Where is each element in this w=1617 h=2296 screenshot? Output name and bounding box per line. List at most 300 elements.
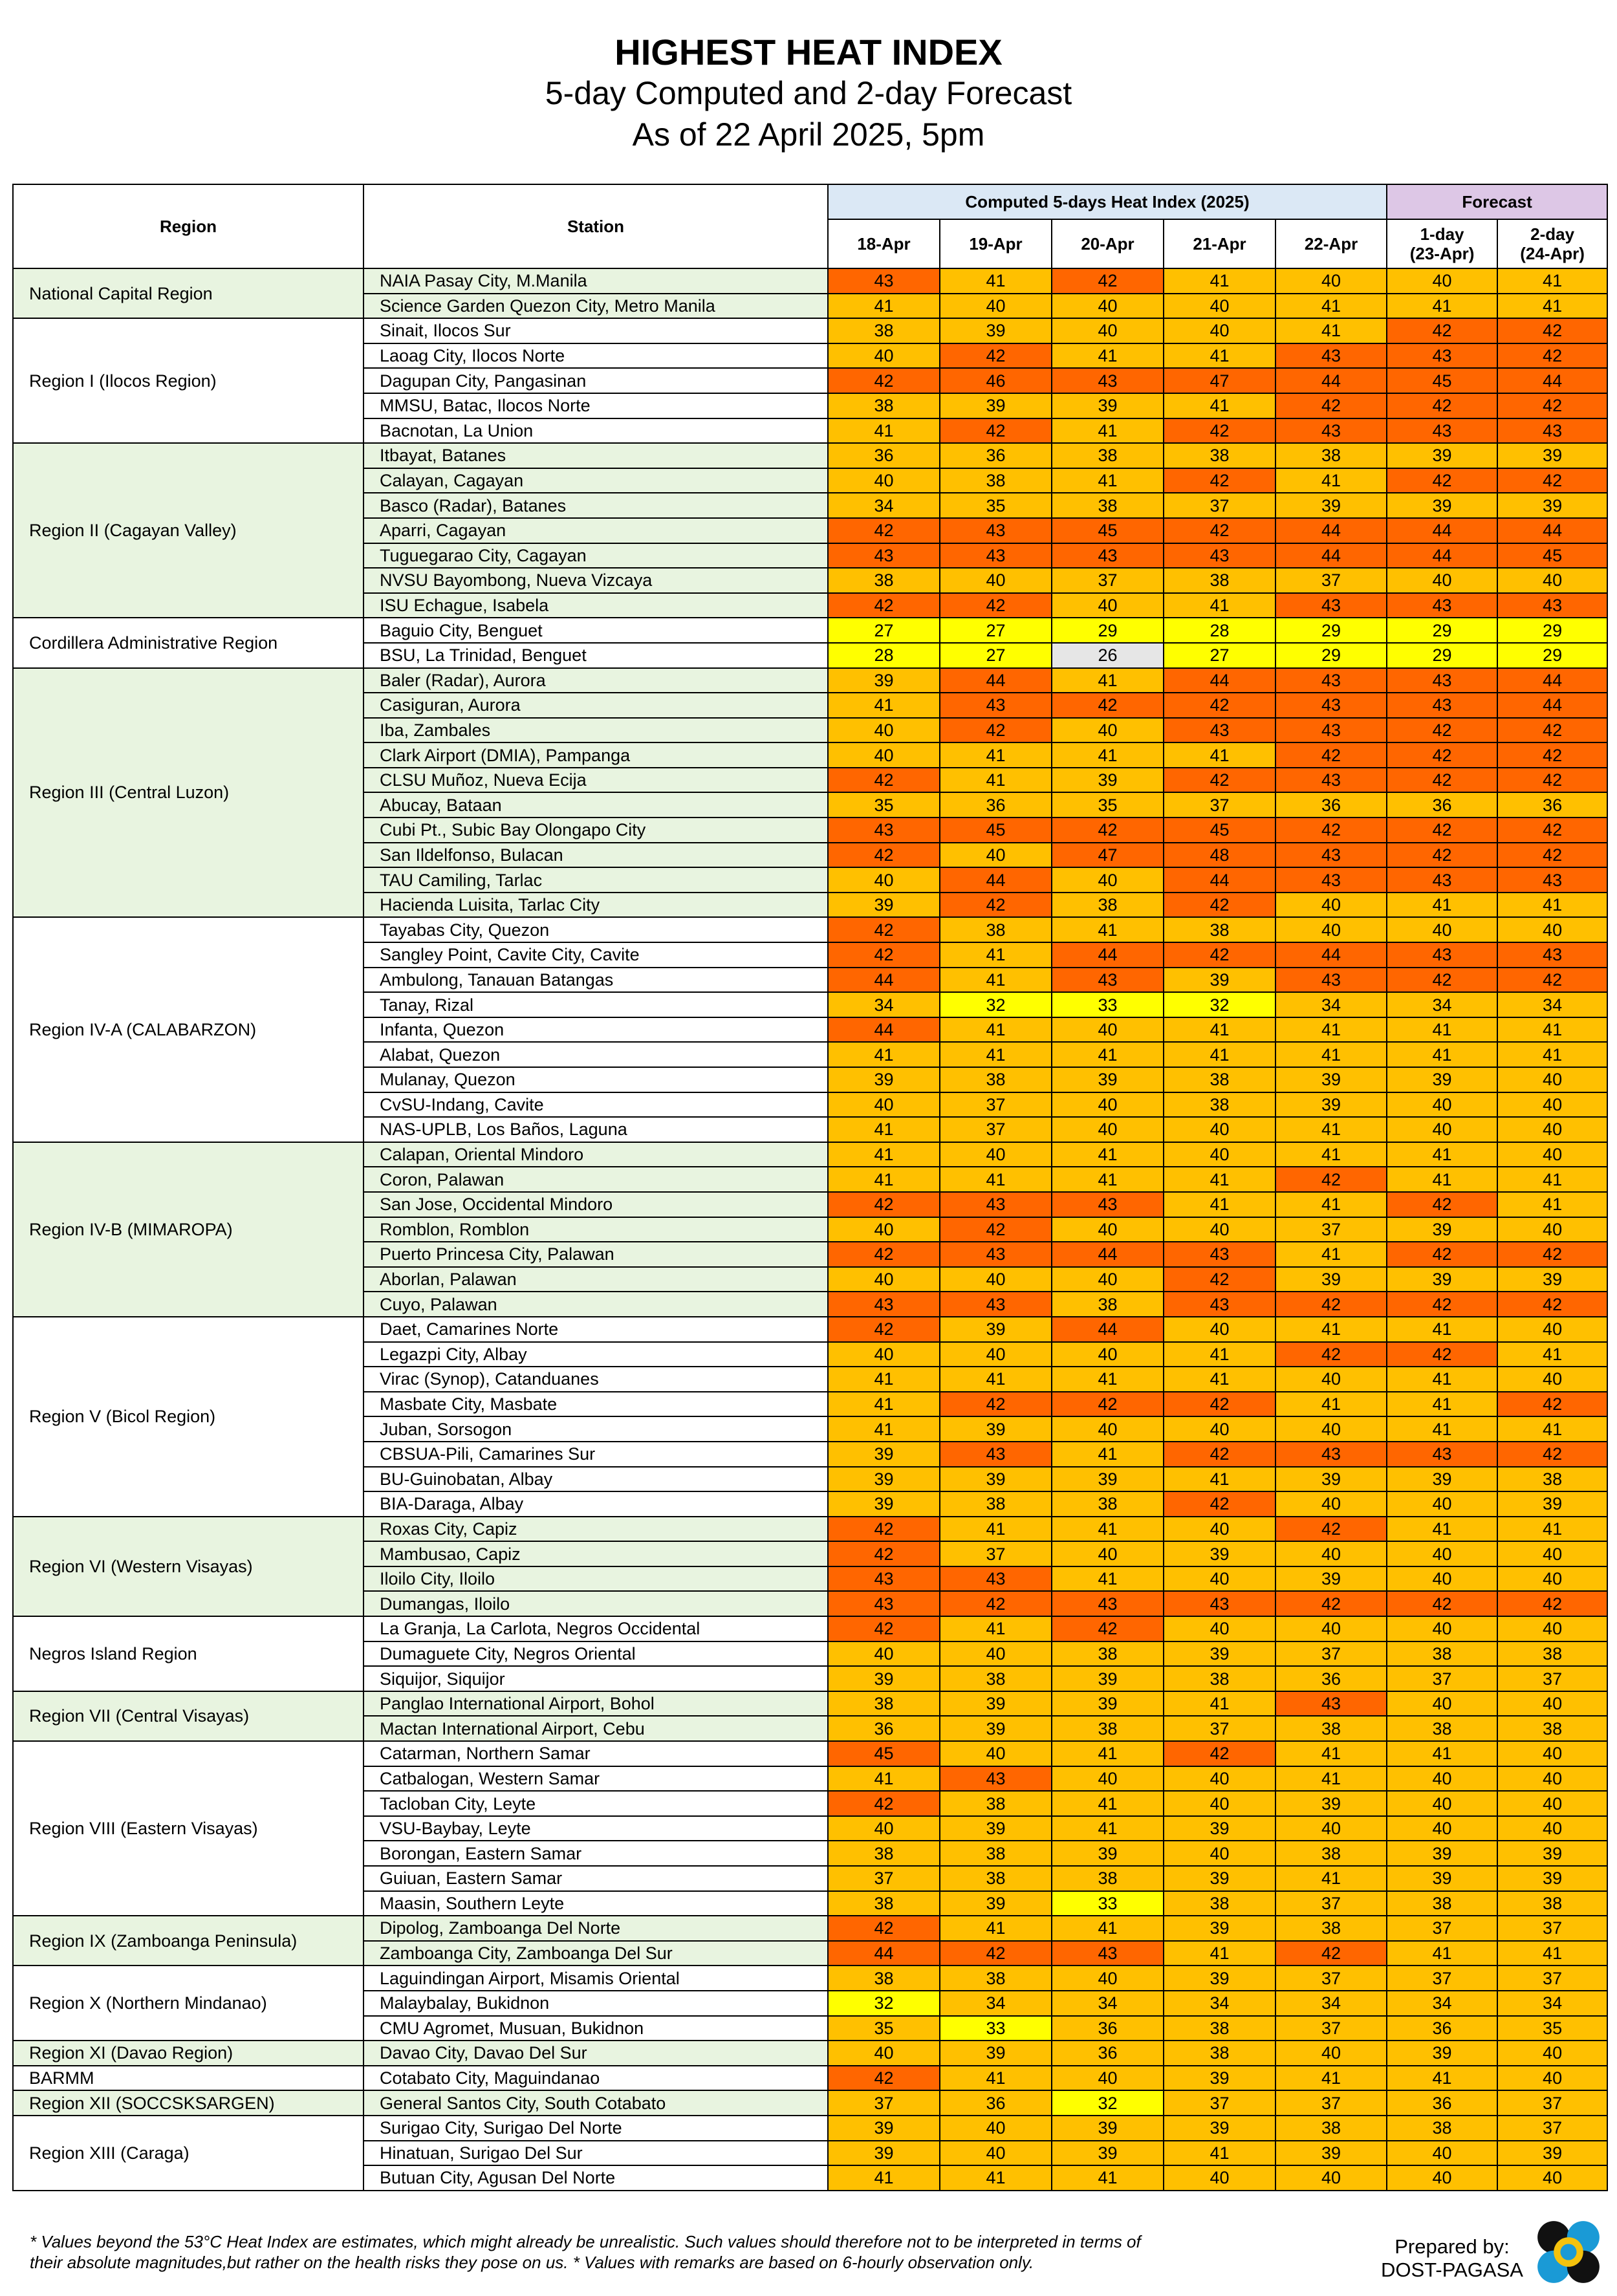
- heat-index-cell: 42: [1275, 393, 1387, 418]
- forecast-cell: 41: [1387, 2066, 1497, 2091]
- heat-index-cell: 38: [1275, 1916, 1387, 1941]
- heat-index-cell: 39: [828, 1666, 940, 1691]
- forecast-cell: 35: [1497, 2016, 1607, 2041]
- heat-index-cell: 38: [940, 1966, 1052, 1991]
- station-cell: Baler (Radar), Aurora: [364, 668, 828, 693]
- heat-index-cell: 40: [940, 1142, 1052, 1167]
- station-cell: MMSU, Batac, Ilocos Norte: [364, 393, 828, 418]
- forecast-cell: 40: [1497, 1816, 1607, 1841]
- heat-index-cell: 27: [940, 618, 1052, 643]
- forecast-cell: 42: [1387, 1242, 1497, 1267]
- heat-index-cell: 38: [1052, 893, 1164, 918]
- forecast-cell: 38: [1497, 1467, 1607, 1492]
- heat-index-cell: 42: [828, 1791, 940, 1816]
- heat-index-cell: 42: [940, 1941, 1052, 1966]
- heat-index-cell: 39: [940, 1891, 1052, 1916]
- heat-index-cell: 42: [1164, 768, 1275, 793]
- heat-index-cell: 42: [1164, 1491, 1275, 1517]
- forecast-cell: 42: [1497, 318, 1607, 343]
- heat-index-cell: 40: [828, 742, 940, 768]
- forecast-cell: 39: [1387, 1467, 1497, 1492]
- region-cell: Region IX (Zamboanga Peninsula): [13, 1916, 364, 1966]
- station-cell: La Granja, La Carlota, Negros Occidental: [364, 1616, 828, 1641]
- station-cell: Catarman, Northern Samar: [364, 1741, 828, 1766]
- station-column-header: Station: [364, 184, 828, 268]
- heat-index-cell: 42: [1052, 1392, 1164, 1417]
- heat-index-cell: 43: [1052, 368, 1164, 393]
- heat-index-cell: 40: [1275, 1816, 1387, 1841]
- heat-index-cell: 39: [1164, 2066, 1275, 2091]
- region-cell: Region X (Northern Mindanao): [13, 1966, 364, 2041]
- heat-index-cell: 40: [1052, 1766, 1164, 1792]
- heat-index-cell: 43: [1052, 543, 1164, 569]
- forecast-cell: 41: [1497, 1192, 1607, 1217]
- region-cell: Region II (Cagayan Valley): [13, 443, 364, 618]
- station-cell: Sinait, Ilocos Sur: [364, 318, 828, 343]
- region-cell: Region IV-A (CALABARZON): [13, 917, 364, 1142]
- heat-index-cell: 36: [1275, 1666, 1387, 1691]
- heat-index-cell: 43: [1052, 968, 1164, 993]
- heat-index-cell: 41: [940, 1916, 1052, 1941]
- station-cell: Hacienda Luisita, Tarlac City: [364, 893, 828, 918]
- forecast-cell: 40: [1497, 1092, 1607, 1118]
- forecast-cell: 36: [1387, 792, 1497, 818]
- heat-index-cell: 39: [1052, 1467, 1164, 1492]
- station-cell: CBSUA-Pili, Camarines Sur: [364, 1442, 828, 1467]
- forecast-cell: 42: [1497, 818, 1607, 843]
- heat-index-cell: 43: [1275, 668, 1387, 693]
- forecast-day-header: [1387, 219, 1497, 268]
- heat-index-cell: 40: [1275, 1416, 1387, 1442]
- forecast-cell: 45: [1387, 368, 1497, 393]
- forecast-cell: 41: [1497, 1517, 1607, 1542]
- station-cell: Bacnotan, La Union: [364, 418, 828, 444]
- station-cell: General Santos City, South Cotabato: [364, 2090, 828, 2116]
- forecast-cell: 41: [1497, 1416, 1607, 1442]
- heat-index-cell: 36: [1052, 2016, 1164, 2041]
- heat-index-cell: 29: [1052, 618, 1164, 643]
- agency-name: DOST-PAGASA: [1381, 2258, 1523, 2281]
- forecast-cell: 40: [1387, 1491, 1497, 1517]
- heat-index-cell: 39: [828, 2116, 940, 2141]
- heat-index-cell: 42: [1275, 1591, 1387, 1616]
- table-row: [13, 2066, 1607, 2091]
- forecast-day-date: (23-Apr): [1409, 244, 1475, 263]
- forecast-cell: 42: [1497, 1392, 1607, 1417]
- heat-index-cell: 43: [1275, 593, 1387, 618]
- heat-index-cell: 38: [1164, 1666, 1275, 1691]
- forecast-cell: 41: [1497, 294, 1607, 319]
- forecast-cell: 41: [1497, 1941, 1607, 1966]
- station-cell: Coron, Palawan: [364, 1167, 828, 1192]
- station-cell: Virac (Synop), Catanduanes: [364, 1367, 828, 1392]
- heat-index-cell: 40: [1164, 2165, 1275, 2191]
- heat-index-cell: 42: [940, 893, 1052, 918]
- heat-index-cell: 27: [940, 643, 1052, 668]
- heat-index-cell: 38: [828, 1891, 940, 1916]
- heat-index-cell: 42: [828, 942, 940, 968]
- table-row: [13, 1517, 1607, 1542]
- heat-index-cell: 38: [1052, 1292, 1164, 1317]
- heat-index-cell: 39: [940, 2041, 1052, 2066]
- region-cell: Region VI (Western Visayas): [13, 1517, 364, 1616]
- heat-index-cell: 32: [940, 992, 1052, 1017]
- heat-index-cell: 41: [828, 1766, 940, 1792]
- heat-index-cell: 42: [1275, 1292, 1387, 1317]
- forecast-cell: 40: [1387, 1117, 1497, 1142]
- heat-index-cell: 43: [1052, 1192, 1164, 1217]
- heat-index-cell: 44: [1052, 942, 1164, 968]
- heat-index-cell: 41: [1275, 1766, 1387, 1792]
- heat-index-cell: 38: [1275, 1841, 1387, 1866]
- heat-index-cell: 40: [1052, 867, 1164, 893]
- heat-index-cell: 45: [828, 1741, 940, 1766]
- heat-index-cell: 42: [1052, 268, 1164, 294]
- heat-index-cell: 41: [1052, 1916, 1164, 1941]
- heat-index-cell: 40: [1052, 593, 1164, 618]
- table-row: [13, 1317, 1607, 1342]
- forecast-cell: 40: [1387, 1616, 1497, 1641]
- station-cell: Cuyo, Palawan: [364, 1292, 828, 1317]
- station-cell: Daet, Camarines Norte: [364, 1317, 828, 1342]
- forecast-cell: 36: [1497, 792, 1607, 818]
- heat-index-cell: 42: [940, 1217, 1052, 1242]
- station-cell: Dumangas, Iloilo: [364, 1591, 828, 1616]
- heat-index-cell: 42: [940, 593, 1052, 618]
- heat-index-cell: 41: [828, 418, 940, 444]
- heat-index-cell: 47: [1052, 843, 1164, 868]
- heat-index-cell: 41: [1164, 393, 1275, 418]
- forecast-cell: 39: [1497, 443, 1607, 468]
- heat-index-cell: 40: [940, 1267, 1052, 1292]
- heat-index-cell: 42: [940, 718, 1052, 743]
- table-row: [13, 1691, 1607, 1717]
- heat-index-cell: 41: [1275, 1317, 1387, 1342]
- heat-index-cell: 38: [1052, 1491, 1164, 1517]
- heat-index-cell: 40: [940, 2141, 1052, 2166]
- heat-index-cell: 39: [828, 1067, 940, 1092]
- heat-index-cell: 41: [1052, 1741, 1164, 1766]
- forecast-cell: 42: [1387, 1342, 1497, 1367]
- forecast-cell: 43: [1497, 418, 1607, 444]
- heat-index-cell: 39: [1052, 1691, 1164, 1717]
- heat-index-cell: 41: [1275, 1392, 1387, 1417]
- day-header: 20-Apr: [1052, 219, 1164, 268]
- heat-index-cell: 40: [1164, 1117, 1275, 1142]
- station-cell: San Jose, Occidental Mindoro: [364, 1192, 828, 1217]
- forecast-cell: 43: [1497, 942, 1607, 968]
- heat-index-cell: 42: [1052, 818, 1164, 843]
- heat-index-cell: 37: [828, 1866, 940, 1891]
- heat-index-cell: 42: [1164, 468, 1275, 493]
- station-cell: TAU Camiling, Tarlac: [364, 867, 828, 893]
- station-cell: Mambusao, Capiz: [364, 1541, 828, 1566]
- forecast-cell: 42: [1387, 1292, 1497, 1317]
- heat-index-cell: 41: [1275, 1192, 1387, 1217]
- heat-index-cell: 40: [1275, 2165, 1387, 2191]
- station-cell: Clark Airport (DMIA), Pampanga: [364, 742, 828, 768]
- heat-index-cell: 41: [1164, 2141, 1275, 2166]
- forecast-cell: 41: [1387, 1167, 1497, 1192]
- forecast-cell: 40: [1387, 568, 1497, 593]
- heat-index-cell: 40: [828, 343, 940, 369]
- heat-index-cell: 43: [940, 543, 1052, 569]
- heat-index-cell: 40: [1052, 1267, 1164, 1292]
- heat-index-cell: 41: [1275, 1042, 1387, 1067]
- heat-index-cell: 37: [1052, 568, 1164, 593]
- heat-index-cell: 39: [1275, 1267, 1387, 1292]
- heat-index-cell: 40: [1052, 2066, 1164, 2091]
- heat-index-cell: 47: [1164, 368, 1275, 393]
- heat-index-cell: 39: [1052, 393, 1164, 418]
- heat-index-cell: 28: [1164, 618, 1275, 643]
- station-cell: NAS-UPLB, Los Baños, Laguna: [364, 1117, 828, 1142]
- heat-index-cell: 39: [1164, 1866, 1275, 1891]
- heat-index-cell: 40: [828, 2041, 940, 2066]
- station-cell: VSU-Baybay, Leyte: [364, 1816, 828, 1841]
- heat-index-cell: 38: [1164, 917, 1275, 942]
- forecast-cell: 39: [1387, 1841, 1497, 1866]
- heat-index-cell: 42: [828, 593, 940, 618]
- heat-index-cell: 42: [1052, 693, 1164, 718]
- heat-index-cell: 43: [940, 1442, 1052, 1467]
- heat-index-cell: 43: [1164, 718, 1275, 743]
- as-of-date: As of 22 April 2025, 5pm: [632, 116, 985, 153]
- heat-index-cell: 37: [940, 1541, 1052, 1566]
- heat-index-cell: 39: [940, 318, 1052, 343]
- heat-index-cell: 32: [828, 1991, 940, 2016]
- heat-index-cell: 40: [940, 1342, 1052, 1367]
- forecast-cell: 39: [1387, 1067, 1497, 1092]
- heat-index-cell: 43: [940, 1242, 1052, 1267]
- heat-index-cell: 41: [828, 294, 940, 319]
- heat-index-cell: 41: [1164, 1192, 1275, 1217]
- heat-index-cell: 41: [1164, 1691, 1275, 1717]
- heat-index-cell: 43: [940, 1566, 1052, 1592]
- forecast-cell: 42: [1387, 968, 1497, 993]
- region-cell: Region XI (Davao Region): [13, 2041, 364, 2066]
- forecast-cell: 42: [1497, 843, 1607, 868]
- heat-index-cell: 44: [1275, 543, 1387, 569]
- table-row: [13, 2116, 1607, 2141]
- heat-index-cell: 43: [1164, 1591, 1275, 1616]
- station-cell: BIA-Daraga, Albay: [364, 1491, 828, 1517]
- heat-index-cell: 41: [1275, 1741, 1387, 1766]
- table-row: [13, 668, 1607, 693]
- forecast-cell: 42: [1387, 818, 1497, 843]
- station-cell: Mulanay, Quezon: [364, 1067, 828, 1092]
- forecast-cell: 44: [1497, 368, 1607, 393]
- page-subtitle: 5-day Computed and 2-day Forecast: [545, 75, 1072, 111]
- heat-index-cell: 40: [1164, 1791, 1275, 1816]
- forecast-cell: 42: [1497, 1442, 1607, 1467]
- heat-index-cell: 37: [1275, 1641, 1387, 1667]
- heat-index-cell: 39: [1275, 1791, 1387, 1816]
- heat-index-cell: 39: [1275, 1067, 1387, 1092]
- station-cell: CvSU-Indang, Cavite: [364, 1092, 828, 1118]
- forecast-cell: 40: [1387, 1691, 1497, 1717]
- forecast-cell: 41: [1497, 268, 1607, 294]
- forecast-cell: 41: [1497, 893, 1607, 918]
- forecast-cell: 40: [1497, 2066, 1607, 2091]
- heat-index-cell: 40: [1052, 1117, 1164, 1142]
- station-cell: Ambulong, Tanauan Batangas: [364, 968, 828, 993]
- station-cell: Siquijor, Siquijor: [364, 1666, 828, 1691]
- forecast-cell: 44: [1387, 518, 1497, 543]
- heat-index-cell: 48: [1164, 843, 1275, 868]
- table-row: [13, 1616, 1607, 1641]
- forecast-cell: 41: [1387, 1142, 1497, 1167]
- heat-index-cell: 43: [1275, 1442, 1387, 1467]
- forecast-cell: 41: [1387, 1317, 1497, 1342]
- forecast-cell: 42: [1497, 768, 1607, 793]
- heat-index-cell: 41: [940, 968, 1052, 993]
- heat-index-cell: 42: [1164, 1442, 1275, 1467]
- heat-index-cell: 40: [1164, 1517, 1275, 1542]
- heat-index-cell: 41: [828, 1367, 940, 1392]
- heat-index-cell: 39: [1275, 1467, 1387, 1492]
- heat-index-cell: 41: [828, 693, 940, 718]
- heat-index-cell: 34: [1164, 1991, 1275, 2016]
- footnote: [30, 2231, 1272, 2273]
- heat-index-cell: 42: [828, 917, 940, 942]
- heat-index-cell: 41: [1164, 1042, 1275, 1067]
- region-cell: Region XIII (Caraga): [13, 2116, 364, 2191]
- heat-index-cell: 37: [1275, 1217, 1387, 1242]
- heat-index-cell: 40: [828, 718, 940, 743]
- heat-index-cell: 41: [1275, 294, 1387, 319]
- forecast-cell: 42: [1497, 343, 1607, 369]
- heat-index-cell: 38: [828, 1966, 940, 1991]
- heat-index-cell: 37: [940, 1117, 1052, 1142]
- heat-index-cell: 38: [1052, 1866, 1164, 1891]
- heat-index-cell: 34: [828, 493, 940, 518]
- heat-index-cell: 41: [1275, 1866, 1387, 1891]
- heat-index-cell: 40: [1164, 1616, 1275, 1641]
- forecast-cell: 40: [1387, 1092, 1497, 1118]
- station-cell: ISU Echague, Isabela: [364, 593, 828, 618]
- forecast-cell: 40: [1497, 1067, 1607, 1092]
- heat-index-cell: 36: [1275, 792, 1387, 818]
- forecast-cell: 44: [1497, 693, 1607, 718]
- heat-index-cell: 40: [940, 568, 1052, 593]
- station-cell: Masbate City, Masbate: [364, 1392, 828, 1417]
- heat-index-cell: 40: [828, 1641, 940, 1667]
- heat-index-cell: 41: [1052, 917, 1164, 942]
- heat-index-cell: 40: [940, 294, 1052, 319]
- heat-index-cell: 41: [1052, 1517, 1164, 1542]
- heat-index-cell: 39: [1164, 1966, 1275, 1991]
- forecast-cell: 40: [1497, 2165, 1607, 2191]
- heat-index-cell: 41: [1052, 343, 1164, 369]
- station-cell: Abucay, Bataan: [364, 792, 828, 818]
- forecast-cell: 43: [1387, 418, 1497, 444]
- heat-index-cell: 40: [828, 867, 940, 893]
- heat-index-cell: 39: [828, 1491, 940, 1517]
- region-cell: Region IV-B (MIMAROPA): [13, 1142, 364, 1317]
- forecast-cell: 37: [1387, 1666, 1497, 1691]
- region-cell: Region XII (SOCCSKSARGEN): [13, 2090, 364, 2116]
- heat-index-cell: 40: [940, 1741, 1052, 1766]
- table-row: [13, 2090, 1607, 2116]
- heat-index-cell: 41: [940, 942, 1052, 968]
- heat-index-cell: 37: [1164, 2090, 1275, 2116]
- heat-index-cell: 42: [940, 343, 1052, 369]
- station-cell: Sangley Point, Cavite City, Cavite: [364, 942, 828, 968]
- forecast-cell: 42: [1497, 1292, 1607, 1317]
- forecast-cell: 39: [1497, 1841, 1607, 1866]
- heat-index-cell: 38: [940, 1791, 1052, 1816]
- heat-index-cell: 44: [940, 668, 1052, 693]
- prepared-by: [1371, 2235, 1533, 2282]
- forecast-cell: 39: [1497, 2141, 1607, 2166]
- footnote-line: * Values beyond the 53°C Heat Index are estimates, which might already be unrealistic. Such values should therefore not to be interpreted in terms of: [30, 2232, 1141, 2251]
- heat-index-cell: 42: [828, 768, 940, 793]
- forecast-cell: 41: [1497, 1167, 1607, 1192]
- forecast-cell: 42: [1497, 742, 1607, 768]
- heat-index-cell: 38: [940, 1866, 1052, 1891]
- region-cell: Region V (Bicol Region): [13, 1317, 364, 1517]
- footnote-line: their absolute magnitudes,but rather on the health risks they pose on us. * Values with remarks are based on 6-hourly observation only.: [30, 2253, 1034, 2272]
- heat-index-cell: 41: [1052, 1167, 1164, 1192]
- forecast-cell: 38: [1387, 1891, 1497, 1916]
- heat-index-cell: 41: [940, 742, 1052, 768]
- heat-index-cell: 43: [1275, 768, 1387, 793]
- heat-index-cell: 41: [1052, 1042, 1164, 1067]
- heat-index-cell: 40: [1275, 1541, 1387, 1566]
- heat-index-cell: 42: [1275, 742, 1387, 768]
- station-cell: Laguindingan Airport, Misamis Oriental: [364, 1966, 828, 1991]
- forecast-cell: 42: [1387, 1591, 1497, 1616]
- forecast-cell: 44: [1497, 518, 1607, 543]
- forecast-cell: 38: [1497, 1641, 1607, 1667]
- region-cell: Region III (Central Luzon): [13, 668, 364, 918]
- forecast-cell: 39: [1387, 1267, 1497, 1292]
- heat-index-cell: 39: [1164, 1916, 1275, 1941]
- heat-index-cell: 43: [940, 1192, 1052, 1217]
- forecast-cell: 40: [1497, 1117, 1607, 1142]
- station-cell: Aborlan, Palawan: [364, 1267, 828, 1292]
- heat-index-cell: 41: [1275, 1242, 1387, 1267]
- station-cell: Romblon, Romblon: [364, 1217, 828, 1242]
- forecast-cell: 43: [1387, 867, 1497, 893]
- heat-index-cell: 39: [1275, 1566, 1387, 1592]
- forecast-cell: 42: [1387, 742, 1497, 768]
- forecast-cell: 41: [1387, 294, 1497, 319]
- heat-index-cell: 39: [1275, 1092, 1387, 1118]
- station-cell: NAIA Pasay City, M.Manila: [364, 268, 828, 294]
- table-row: [13, 1916, 1607, 1941]
- heat-index-cell: 42: [828, 1242, 940, 1267]
- heat-index-cell: 42: [828, 1517, 940, 1542]
- heat-index-cell: 39: [1164, 1816, 1275, 1841]
- forecast-cell: 38: [1497, 1716, 1607, 1741]
- heat-index-cell: 41: [1164, 1467, 1275, 1492]
- heat-index-cell: 42: [828, 1616, 940, 1641]
- heat-index-cell: 38: [1164, 443, 1275, 468]
- heat-index-cell: 43: [1275, 418, 1387, 444]
- heat-index-cell: 41: [828, 1167, 940, 1192]
- heat-index-cell: 38: [1052, 493, 1164, 518]
- heat-index-cell: 42: [828, 1192, 940, 1217]
- heat-index-cell: 28: [828, 643, 940, 668]
- heat-index-cell: 43: [1052, 1941, 1164, 1966]
- heat-index-cell: 41: [940, 1616, 1052, 1641]
- heat-index-cell: 39: [1275, 2141, 1387, 2166]
- forecast-cell: 34: [1497, 992, 1607, 1017]
- heat-index-cell: 40: [940, 843, 1052, 868]
- heat-index-cell: 46: [940, 368, 1052, 393]
